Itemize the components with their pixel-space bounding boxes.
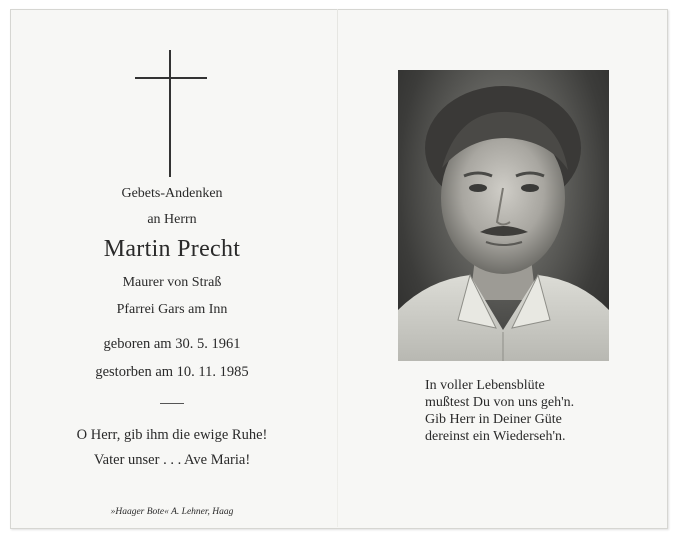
poem-line: mußtest Du von uns geh'n.	[425, 395, 575, 410]
card-fold	[337, 9, 338, 527]
cross-icon-bar	[135, 77, 207, 79]
poem-line: dereinst ein Wiederseh'n.	[425, 429, 566, 444]
parish: Pfarrei Gars am Inn	[116, 302, 228, 317]
death-date: gestorben am 10. 11. 1985	[95, 364, 249, 380]
prayer-line-2: Vater unser . . . Ave Maria!	[93, 452, 251, 468]
cross-icon	[169, 50, 171, 177]
poem-line: Gib Herr in Deiner Güte	[425, 412, 562, 427]
portrait-photo	[398, 70, 609, 361]
birth-date: geboren am 30. 5. 1961	[103, 336, 241, 352]
portrait-illustration	[398, 70, 609, 361]
divider	[160, 403, 184, 404]
memorial-poem	[425, 377, 574, 445]
deceased-name: Martin Precht	[103, 236, 241, 262]
poem-line: In voller Lebensblüte	[425, 378, 545, 393]
intro-line-2: an Herrn	[147, 212, 197, 227]
intro-line: Gebets-Andenken	[121, 186, 223, 201]
occupation: Maurer von Straß	[122, 275, 222, 290]
printer-credit: »Haager Bote« A. Lehner, Haag	[110, 507, 234, 517]
prayer-line: O Herr, gib ihm die ewige Ruhe!	[76, 427, 268, 443]
